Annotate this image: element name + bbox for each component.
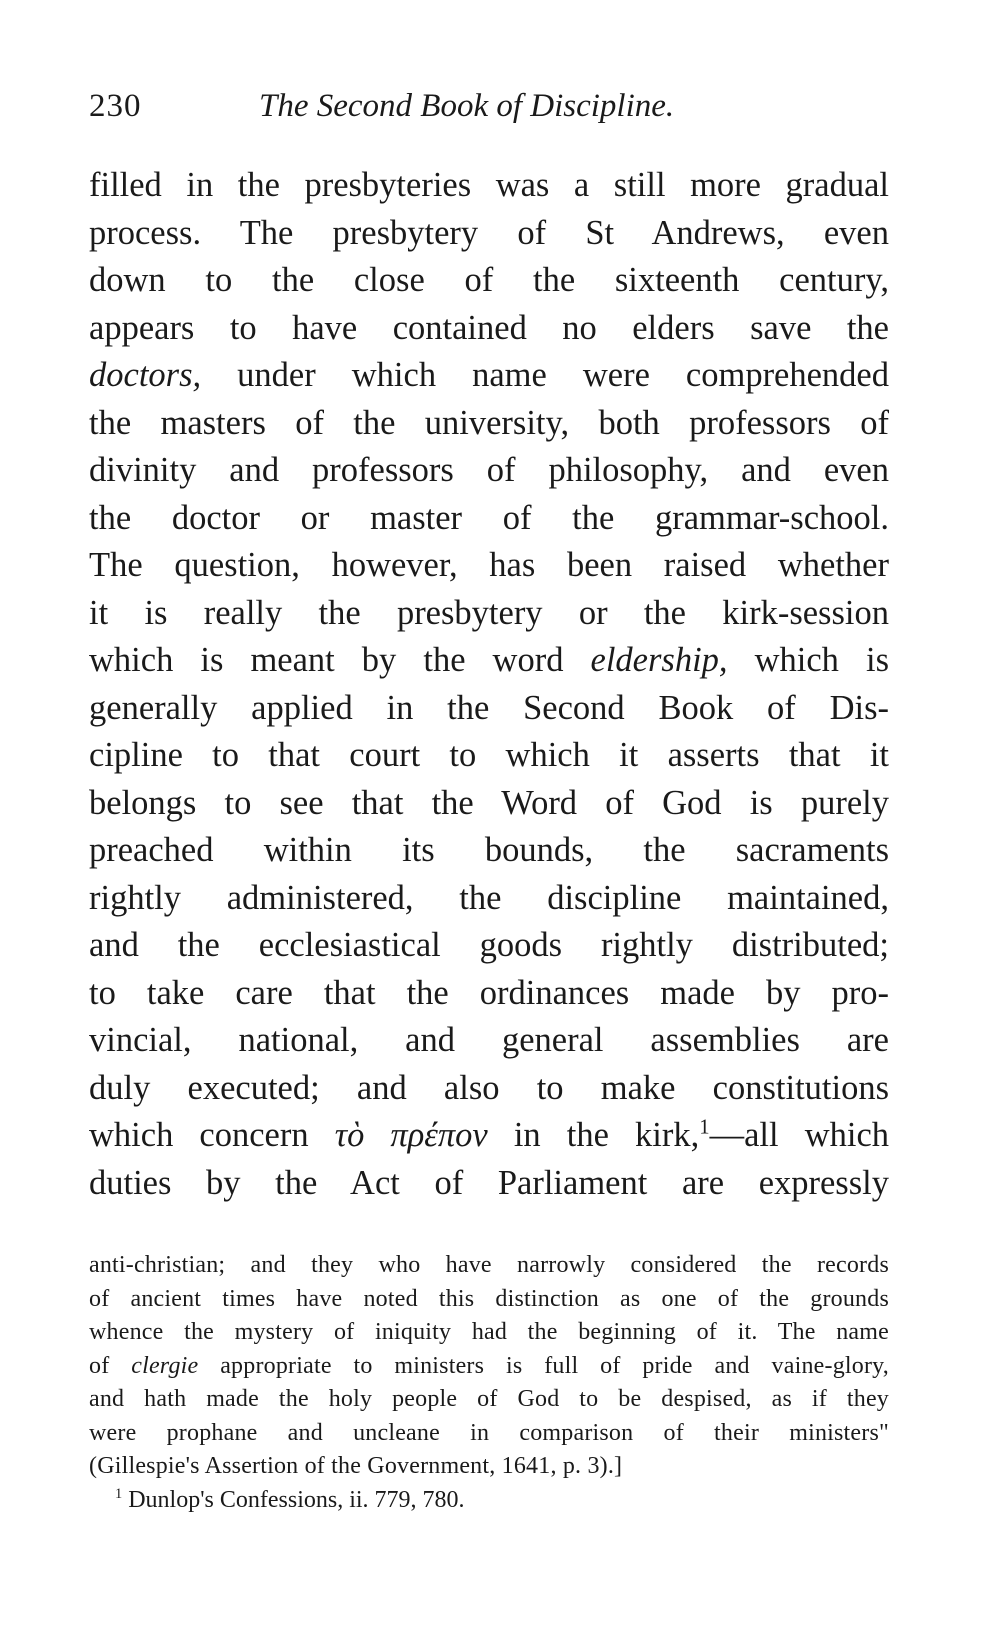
- body-line: preached within its bounds, the sacraments: [89, 831, 889, 869]
- body-line: belongs to see that the Word of God is purely: [89, 783, 889, 822]
- greek-phrase: τὸ πρέπον: [334, 1116, 488, 1154]
- footnote-reference: 1: [699, 1116, 710, 1139]
- body-line-text: —all which: [709, 1116, 890, 1154]
- footnote-text: Dunlop's Confessions, ii. 779, 780.: [122, 1486, 465, 1513]
- body-line-text: under which name were comprehended: [201, 356, 889, 394]
- body-line-text: which is: [727, 641, 890, 679]
- body-line: process. The presbytery of St Andrews, even: [89, 213, 889, 252]
- body-line: divinity and professors of philosophy, and even: [89, 451, 889, 489]
- body-line: it is really the presbytery or the kirk-session: [89, 593, 889, 632]
- body-line: rightly administered, the discipline maintained,: [89, 878, 889, 917]
- book-page: [89, 88, 889, 1517]
- footnote-line-text: appropriate to ministers is full of pride and vaine-glory,: [198, 1352, 890, 1379]
- italic-term-doctors: doctors,: [89, 356, 202, 394]
- body-line-text: which concern: [89, 1116, 335, 1154]
- body-line: duly executed; and also to make constitutions: [89, 1068, 889, 1107]
- italic-term-eldership: eldership,: [590, 641, 728, 679]
- body-line: duties by the Act of Parliament are expressly: [89, 1163, 889, 1202]
- body-line: to take care that the ordinances made by pro-: [89, 973, 889, 1012]
- body-line: the doctor or master of the grammar-school.: [89, 498, 889, 537]
- body-line: [89, 1112, 889, 1160]
- body-line: vincial, national, and general assemblies are: [89, 1021, 889, 1059]
- running-title: The Second Book of Discipline.: [259, 88, 675, 124]
- running-head: [89, 88, 889, 140]
- body-line: [89, 352, 889, 400]
- body-line-text: in the kirk,: [487, 1116, 700, 1154]
- body-line: down to the close of the sixteenth century,: [89, 261, 889, 299]
- body-line: and the ecclesiastical goods rightly distributed;: [89, 926, 889, 964]
- body-line: cipline to that court to which it asserts that it: [89, 736, 889, 774]
- footnote-line: [89, 1350, 889, 1384]
- italic-term-clergie: clergie: [131, 1352, 199, 1379]
- body-line: appears to have contained no elders save the: [89, 308, 889, 347]
- footnote-1: [89, 1484, 889, 1518]
- body-line-text: which is meant by the word: [89, 641, 591, 679]
- page-number: 230: [89, 88, 142, 124]
- body-line: generally applied in the Second Book of Dis-: [89, 688, 889, 727]
- footnote-line: anti-christian; and they who have narrowly considered the records: [89, 1252, 889, 1278]
- body-text: [89, 162, 889, 1207]
- footnote-line: of ancient times have noted this distinction as one of the grounds: [89, 1285, 889, 1312]
- body-line: filled in the presbyteries was a still more gradual: [89, 166, 889, 204]
- footnote-line-text: of: [89, 1352, 132, 1379]
- footnote-line: and hath made the holy people of God to be despised, as if they: [89, 1386, 889, 1412]
- body-line: [89, 637, 889, 685]
- body-line: The question, however, has been raised whether: [89, 546, 889, 584]
- body-line: the masters of the university, both professors of: [89, 403, 889, 442]
- footnote-marker: 1: [115, 1485, 123, 1502]
- footnote-line: whence the mystery of iniquity had the beginning of it. The name: [89, 1319, 889, 1345]
- footnote-line: were prophane and uncleane in comparison of their ministers": [89, 1419, 889, 1446]
- footnote-line: (Gillespie's Assertion of the Government, 1641, p. 3).]: [89, 1453, 623, 1479]
- footnotes: [89, 1249, 889, 1517]
